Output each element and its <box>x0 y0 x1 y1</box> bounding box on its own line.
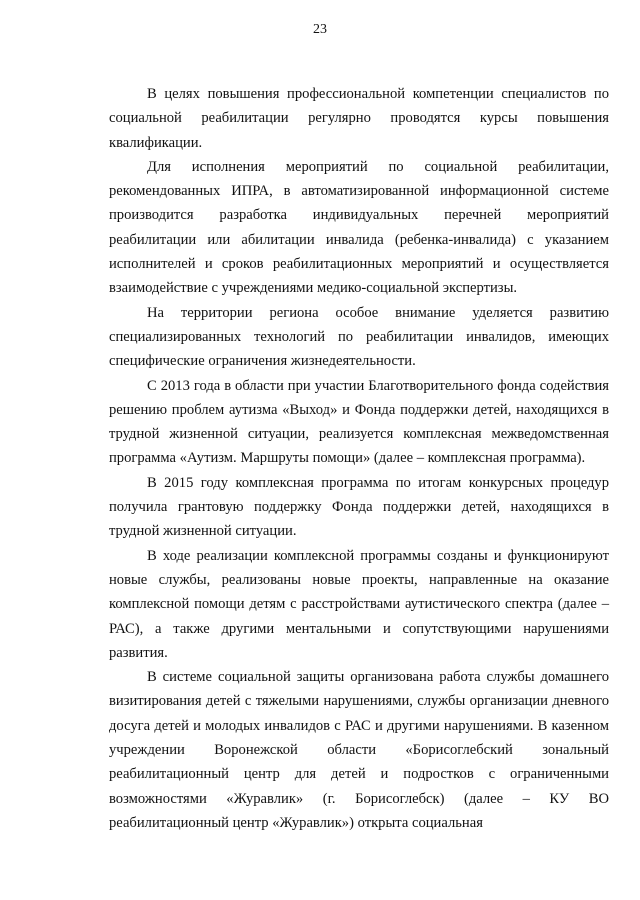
page-number: 23 <box>313 22 327 37</box>
body-text <box>109 82 609 835</box>
paragraph-qualification: В целях повышения профессиональной компетенции специалистов по социальной реабилитации регулярно проводятся курсы повышения квалификации. <box>109 86 609 151</box>
paragraph-grant: В 2015 году комплексная программа по итогам конкурсных процедур получила грантовую поддержку Фонда поддержки детей, находящихся в трудной жизненной ситуации. <box>109 474 609 540</box>
paragraph-autism-program: С 2013 года в области при участии Благотворительного фонда содействия решению проблем аутизма «Выход» и Фонда поддержки детей, находящихся в трудной жизненной ситуации, реализуется комплексная межведомственная программа «Аутизм. Маршруты помощи» (далее – комплексная программа). <box>109 377 609 467</box>
paragraph-technologies: На территории региона особое внимание уделяется развитию специализированных технологий по реабилитации инвалидов, имеющих специфические ограничения жизнедеятельности. <box>109 304 609 370</box>
paragraph-social-system: В системе социальной защиты организована работа службы домашнего визитирования детей с тяжелыми нарушениями, службы организации дневного досуга детей и молодых инвалидов с РАС и другими нарушениями. В казенном учреждении Воронежской области «Борисоглебский зональный реабилитационный центр для детей и подростков с ограниченными возможностями «Журавлик» (г. Борисоглебск) (далее – КУ ВО реабилитационный центр «Журавлик») открыта социальная <box>109 669 609 831</box>
paragraph-services: В ходе реализации комплексной программы созданы и функционируют новые службы, реализованы новые проекты, направленные на оказание комплексной помощи детям с расстройствами аутистического спектра (далее – РАС), а также другими ментальными и сопутствующими нарушениями развития. <box>109 547 609 661</box>
paragraph-ipra: Для исполнения мероприятий по социальной реабилитации, рекомендованных ИПРА, в автоматизированной информационной системе производится разработка индивидуальных перечней мероприятий реабилитации или абилитации инвалида (ребенка-инвалида) с указанием исполнителей и сроков реабилитационных мероприятий и осуществляется взаимодействие с учреждениями медико-социальной экспертизы. <box>109 158 609 297</box>
